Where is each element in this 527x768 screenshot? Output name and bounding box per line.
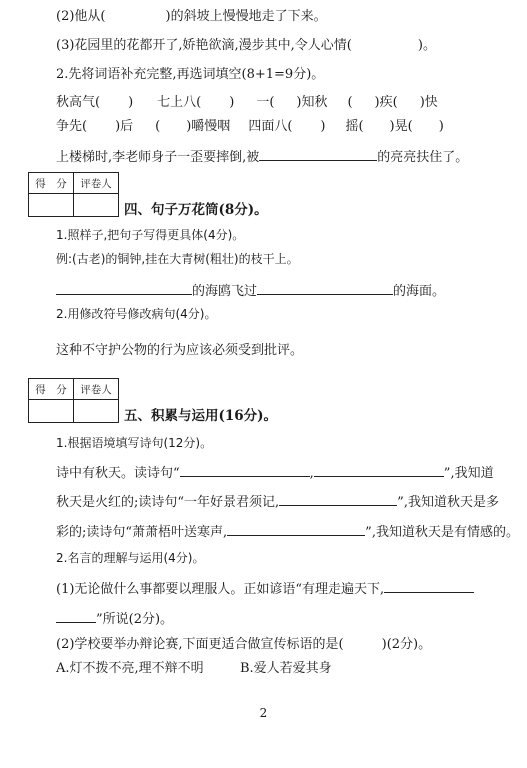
idiom-1-a: 秋高气( bbox=[56, 95, 101, 110]
grader-header: 评卷人 bbox=[74, 379, 119, 400]
idiom-1-b: ) bbox=[128, 95, 134, 110]
idiom-3-b: )知秋 bbox=[296, 95, 328, 110]
idiom-4-c: )快 bbox=[419, 95, 438, 110]
idiom-8-c: ) bbox=[438, 119, 444, 134]
score-header: 得 分 bbox=[29, 379, 74, 400]
stairs-sentence bbox=[56, 148, 468, 167]
option-a: A.灯不拨不亮,理不辩不明 bbox=[56, 661, 204, 676]
debate-question bbox=[56, 636, 431, 654]
seagull-blank-1[interactable] bbox=[56, 282, 192, 295]
poem-l3-post: ”,我知道秋天是有情感的。 bbox=[365, 525, 519, 540]
debate-post: )(2分)。 bbox=[381, 637, 432, 652]
question-2-line bbox=[56, 8, 327, 26]
idiom-4-b: )疾( bbox=[374, 95, 398, 110]
poem-line-2 bbox=[56, 493, 499, 512]
q3-pre: (3)花园里的花都开了,娇艳欲滴,漫步其中,令人心情( bbox=[56, 38, 352, 53]
score-header: 得 分 bbox=[29, 173, 74, 194]
poem-blank-4[interactable] bbox=[227, 523, 365, 536]
section-5-q1: 1.根据语境填写诗句(12分)。 bbox=[56, 436, 213, 450]
q2-post: )的斜坡上慢慢地走了下来。 bbox=[165, 9, 327, 24]
poem-blank-1[interactable] bbox=[180, 464, 310, 477]
seagull-sentence bbox=[56, 282, 445, 301]
idiom-5-b: )后 bbox=[115, 119, 134, 134]
proverb-blank-2[interactable] bbox=[56, 610, 96, 623]
section-4-title: 四、句子万花筒(8分)。 bbox=[124, 202, 268, 218]
poem-blank-2[interactable] bbox=[314, 464, 444, 477]
idiom-2-b: ) bbox=[229, 95, 235, 110]
seagull-blank-2[interactable] bbox=[257, 282, 393, 295]
q2-pre: (2)他从( bbox=[56, 9, 106, 24]
grader-cell[interactable] bbox=[74, 194, 119, 217]
idiom-8-a: 摇( bbox=[345, 119, 364, 134]
idiom-6-b: )嚼慢咽 bbox=[186, 119, 231, 134]
score-table-section-5 bbox=[28, 378, 119, 423]
idiom-2-a: 七上八( bbox=[157, 95, 202, 110]
faulty-sentence: 这种不守护公物的行为应该必须受到批评。 bbox=[56, 343, 304, 358]
fill-words-title: 2.先将词语补充完整,再选词填空(8+1=9分)。 bbox=[56, 67, 325, 82]
debate-pre: (2)学校要举办辩论赛,下面更适合做宣传标语的是( bbox=[56, 637, 344, 652]
seagull-mid: 的海鸥飞过 bbox=[192, 284, 258, 299]
proverb-end: ”所说(2分)。 bbox=[96, 612, 174, 627]
score-cell[interactable] bbox=[29, 194, 74, 217]
idiom-6-a: ( bbox=[155, 119, 161, 134]
section-4-q1: 1.照样子,把句子写得更具体(4分)。 bbox=[56, 228, 245, 242]
poem-l1-pre: 诗中有秋天。读诗句“ bbox=[56, 466, 180, 481]
section-4-example: 例:(古老)的铜钟,挂在大青树(粗壮)的枝干上。 bbox=[56, 252, 299, 266]
poem-l1-comma: , bbox=[309, 466, 314, 481]
stairs-pre: 上楼梯时,李老师身子一歪要摔倒,被 bbox=[56, 150, 260, 165]
poem-line-3 bbox=[56, 523, 519, 542]
grader-cell[interactable] bbox=[74, 400, 119, 423]
question-3-line bbox=[56, 37, 436, 55]
poem-l2-post: ”,我知道秋天是多 bbox=[397, 495, 499, 510]
proverb-text: (1)无论做什么事都要以理服人。正如谚语“有理走遍天下, bbox=[56, 582, 385, 597]
section-5-q2: 2.名言的理解与运用(4分)。 bbox=[56, 551, 205, 565]
section-4-q2: 2.用修改符号修改病句(4分)。 bbox=[56, 307, 217, 321]
idiom-4-a: ( bbox=[347, 95, 353, 110]
seagull-end: 的海面。 bbox=[393, 284, 446, 299]
page-number: 2 bbox=[259, 706, 268, 720]
option-b: B.爱人若爱其身 bbox=[240, 661, 332, 676]
idiom-3-a: 一( bbox=[256, 95, 275, 110]
proverb-blank-1[interactable] bbox=[384, 580, 474, 593]
score-cell[interactable] bbox=[29, 400, 74, 423]
poem-l2-pre: 秋天是火红的;读诗句“一年好景君须记, bbox=[56, 495, 280, 510]
idiom-7-b: ) bbox=[320, 119, 326, 134]
stairs-post: 的亮亮扶住了。 bbox=[377, 150, 469, 165]
poem-l3-pre: 彩的;读诗句“萧萧梧叶送寒声, bbox=[56, 525, 228, 540]
poem-line-1 bbox=[56, 464, 494, 483]
idiom-5-a: 争先( bbox=[56, 119, 88, 134]
idioms-row-2 bbox=[56, 118, 516, 136]
idioms-row-1 bbox=[56, 94, 516, 112]
proverb-line-2 bbox=[56, 610, 173, 629]
q3-post: )。 bbox=[417, 38, 436, 53]
grader-header: 评卷人 bbox=[74, 173, 119, 194]
proverb-line bbox=[56, 580, 474, 599]
stairs-blank[interactable] bbox=[259, 148, 377, 161]
poem-blank-3[interactable] bbox=[279, 493, 397, 506]
idiom-8-b: )晃( bbox=[389, 119, 413, 134]
poem-l1-post: ”,我知道 bbox=[443, 466, 494, 481]
section-5-title: 五、积累与运用(16分)。 bbox=[124, 408, 278, 424]
idiom-7-a: 四面八( bbox=[248, 119, 293, 134]
score-table-section-4 bbox=[28, 172, 119, 217]
